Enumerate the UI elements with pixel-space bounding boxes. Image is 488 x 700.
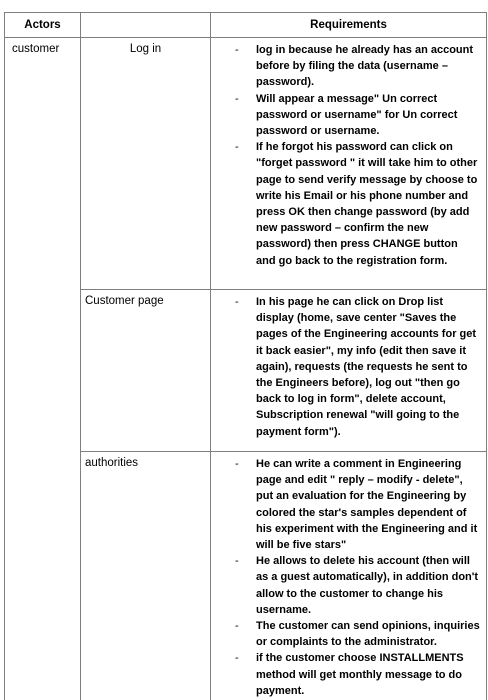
function-authorities: authorities [81, 452, 211, 700]
function-customer-page: Customer page [81, 290, 211, 452]
bullet-dash: - [235, 620, 239, 633]
list-item [211, 456, 480, 553]
bullet-dash: - [235, 141, 239, 154]
bullet-dash: - [235, 92, 239, 105]
list-item [211, 618, 480, 650]
bullet-dash: - [235, 44, 239, 56]
list-item [211, 650, 480, 699]
bullet-dash: - [235, 555, 239, 568]
requirements-customer-page [211, 290, 487, 452]
requirement-text: The customer can send opinions, inquiries or complaints to the administrator. [256, 620, 480, 649]
header-row [5, 13, 487, 38]
requirement-text: log in because he already has an account before by filing the data (username – password). [256, 44, 474, 89]
bullet-dash: - [235, 458, 239, 470]
header-requirements: Requirements [211, 13, 487, 38]
header-actors: Actors [5, 13, 81, 38]
table-row [5, 38, 487, 290]
bullet-dash: - [235, 296, 239, 308]
actor-cell: customer [5, 38, 81, 700]
list-item [211, 553, 480, 618]
function-login: Log in [81, 38, 211, 290]
list-item [211, 294, 480, 440]
requirements-authorities [211, 452, 487, 700]
requirement-text: if the customer choose INSTALLMENTS method will get monthly message to do payment. [256, 652, 464, 697]
list-item [211, 91, 480, 140]
requirements-table [4, 12, 487, 700]
requirement-text: Will appear a message" Un correct password or username" for Un correct password or username. [256, 92, 458, 138]
list-item [211, 139, 480, 269]
requirement-text: He allows to delete his account (then will as a guest automatically), in addition don't allow to the customer to change his username. [256, 555, 479, 616]
requirement-text: If he forgot his password can click on "forget password " it will take him to other page to send verify message by choose to write his Email or his phone number and press OK then change password (by add new password – confirm the new password) then press CHANGE button and go back to the registration form. [256, 141, 478, 267]
bullet-dash: - [235, 652, 239, 665]
requirement-text: He can write a comment in Engineering page and edit " reply – modify - delete", put an evaluation for the Engineering by colored the star's samples dependent of his experiment with the Engineering and it will be five stars" [256, 458, 478, 552]
list-item [211, 42, 480, 91]
header-function [81, 13, 211, 38]
requirements-login [211, 38, 487, 290]
requirement-text: In his page he can click on Drop list display (home, save center "Saves the pages of the Engineering accounts for get it back easier", my info (edit then save it again), requests (the requests he sent to the Engineers before), log out "then go back to log in form", delete account, Subscription renewal "will going to the payment form"). [256, 296, 477, 438]
